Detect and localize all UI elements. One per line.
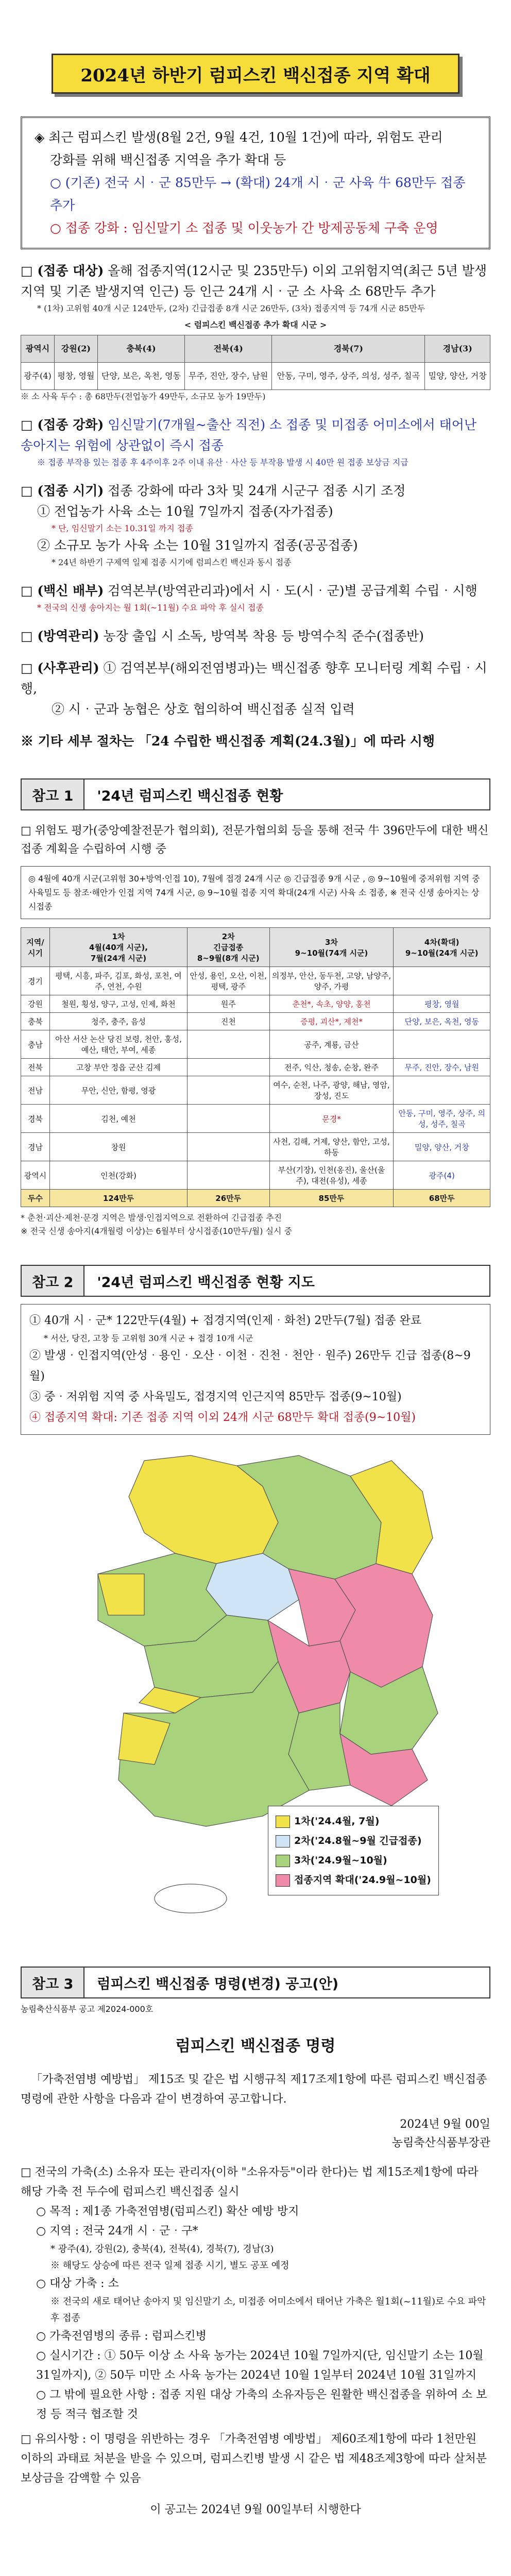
status-table-total-cell: 68만두	[394, 1190, 490, 1207]
list-item: ① 40개 시‧군* 122만두(4월) + 접경지역(인제‧화천) 2만두(7월) 접종 완료	[29, 1314, 422, 1327]
status-table-cell: 의정부, 안산, 동두천, 고양, 남양주, 양주, 가평	[269, 967, 394, 995]
status-table-cell: 창원	[50, 1133, 188, 1161]
status-table-cell: 강원	[21, 995, 50, 1013]
summary-box	[21, 116, 490, 249]
target-table-header: 광역시	[21, 335, 55, 363]
status-table-cell: 여수, 순천, 나주, 광양, 해남, 영암, 장성, 진도	[269, 1076, 394, 1105]
legend-item	[276, 1811, 431, 1831]
status-table-cell: 광주(4)	[394, 1161, 490, 1190]
status-table-total-cell: 26만두	[187, 1190, 269, 1207]
status-table-cell	[187, 1030, 269, 1059]
section-followup: □ (사후관리) ① 검역본부(해외전염병과)는 백신접종 향후 모니터링 계획 수립‧시행, ② 시‧군과 농협은 상호 협의하여 백신접종 실적 입력	[21, 660, 487, 717]
status-table-header: 2차 긴급접종 8~9월(8개 시군)	[187, 928, 269, 967]
status-table-cell	[394, 967, 490, 995]
target-table-cell: 안동, 구미, 영주, 상주, 의성, 성주, 칠곡	[272, 363, 425, 390]
legend-item	[276, 1870, 431, 1890]
order-title: 럼피스킨 백신접종 명령	[175, 2037, 336, 2055]
status-table-cell: 광역시	[21, 1161, 50, 1190]
status-table-cell: 청주, 충주, 음성	[50, 1013, 188, 1030]
status-table-cell: 충북	[21, 1013, 50, 1030]
status-table-cell	[187, 1059, 269, 1076]
status-table-cell: 평택, 시흥, 파주, 김포, 화성, 포천, 여주, 연천, 수원	[50, 967, 188, 995]
legend-label: 접종지역 확대('24.9월~10월)	[294, 1874, 431, 1886]
ref1-box: ◎ 4월에 40개 시군(고위험 30+방역‧인접 10), 7월에 접경 24개 시군 ◎ 긴급접종 9개 시군 , ◎ 9~10월에 중저위험 지역 중 사육밀도 등 참조‧해안가 인접 지역 74개 시군, ◎ 9~10월 접종 지역 확대(24개 시군) 사육 소 접종, ※ 전국 신생 송아지는 상시접종	[21, 866, 490, 919]
legend-label: 3차('24.9월~10월)	[294, 1855, 387, 1866]
status-table-cell: 무안, 신안, 함평, 영광	[50, 1076, 188, 1105]
status-table-cell	[187, 1133, 269, 1161]
table-row	[21, 995, 490, 1013]
summary-line-1: ◈ 최근 럼피스킨 발생(8월 2건, 9월 4건, 10월 1건)에 따라, 위험도 관리	[35, 130, 443, 145]
map-legend	[268, 1806, 439, 1895]
target-table-cell: 밀양, 양산, 거창	[425, 363, 490, 390]
table-row	[21, 1105, 490, 1133]
legend-item	[276, 1851, 431, 1870]
status-table-cell: 사천, 김해, 거제, 양산, 함안, 고성, 하동	[269, 1133, 394, 1161]
ref1-intro: □ 위험도 평가(중앙예찰전문가 협의회), 전문가협의회 등을 통해 전국 牛 396만두에 대한 백신접종 계획을 수립하여 시행 중	[21, 824, 489, 856]
legend-swatch	[276, 1874, 290, 1887]
table-row	[21, 1013, 490, 1030]
table-row	[21, 1161, 490, 1190]
status-table-cell	[187, 1161, 269, 1190]
section-distribution: □ (백신 배부) 검역본부(방역관리과)에서 시‧도(시‧군)별 공급계획 수립‧시행 * 전국의 신생 송아지는 월 1회(~11월) 수요 파악 후 실시 접종	[21, 583, 478, 613]
status-table-cell: 증평, 괴산*, 제천*	[269, 1013, 394, 1030]
status-table-cell	[394, 1076, 490, 1105]
ref1-foot2: ※ 전국 신생 송아지(4개월령 이상)는 6월부터 상시접종(10만두/월) 실시 중	[21, 1226, 293, 1236]
ref3-header: 참고 3 럼피스킨 백신접종 명령(변경) 공고(안)	[21, 1967, 490, 1998]
status-table-cell: 춘천*, 속초, 양양, 홍천	[269, 995, 394, 1013]
legend-item	[276, 1831, 431, 1851]
status-table-header: 지역/시기	[21, 928, 50, 967]
status-table-total-cell: 85만두	[269, 1190, 394, 1207]
ref2-header: 참고 2 '24년 럼피스킨 백신접종 현황 지도	[21, 1265, 490, 1297]
list-item: * 서산, 당진, 고창 등 고위험 30개 시군 + 접경 10개 시군	[44, 1333, 253, 1343]
status-table-cell: 아산 서산 논산 당진 보령, 천안, 홍성, 예산, 태안, 부여, 세종	[50, 1030, 188, 1059]
status-table-cell: 밀양, 양산, 거창	[394, 1133, 490, 1161]
order-date: 2024년 9월 00일 농림축산식품부장관	[391, 2118, 490, 2149]
status-table-cell: 인천(강화)	[50, 1161, 188, 1190]
status-table-header: 3차 9~10월(74개 시군)	[269, 928, 394, 967]
table-row	[21, 1059, 490, 1076]
status-table-total-cell: 두수	[21, 1190, 50, 1207]
status-table-total-cell: 124만두	[50, 1190, 188, 1207]
summary-line-4: ○ 접종 강화 : 임신말기 소 접종 및 이웃농가 간 방제공동체 구축 운영	[50, 221, 438, 235]
target-table-caption: < 럼피스킨 백신접종 추가 확대 시군 >	[184, 320, 327, 330]
table-row	[21, 1030, 490, 1059]
table-row-total	[21, 1190, 490, 1207]
target-table-cell: 단양, 보은, 옥천, 영동	[97, 363, 184, 390]
status-table-header: 1차 4월(40개 시군), 7월(24개 시군)	[50, 928, 188, 967]
order-footer: 이 공고는 2024년 9월 00일부터 시행한다	[150, 2503, 361, 2516]
status-table-cell: 평창, 영월	[394, 995, 490, 1013]
target-table-header: 경남(3)	[425, 335, 490, 363]
status-table-cell: 고창 부안 정읍 군산 김제	[50, 1059, 188, 1076]
list-item: ③ 중‧저위험 지역 중 사육밀도, 접경지역 인근지역 85만두 접종(9~10월)	[29, 1391, 402, 1403]
order-intro: 「가축전염병 예방법」 제15조 및 같은 법 시행규칙 제17조제1항에 따른 럼피스킨 백신접종 명령에 관한 사항을 다음과 같이 변경하여 공고합니다.	[21, 2073, 487, 2106]
ref1-foot1: * 춘천‧괴산‧제천‧문경 지역은 발생‧인접지역으로 전환하여 긴급접종 추진	[21, 1213, 282, 1223]
status-table-cell	[187, 1105, 269, 1133]
korea-vaccination-map	[21, 1445, 490, 1940]
target-table-header: 강원(2)	[54, 335, 97, 363]
document-page	[0, 54, 511, 2576]
legend-label: 2차('24.8월~9월 긴급접종)	[294, 1835, 422, 1846]
section-strengthen: □ (접종 강화) 임신말기(7개월~출산 직전) 소 접종 및 미접종 어미소에서 태어난 송아지는 위험에 상관없이 즉시 접종 ※ 접종 부작용 있는 접종 후 4주이후 2주 이내 유산‧사산 등 부작용 발생 시 40만 원 접종 보상금 지급	[21, 417, 476, 467]
legend-label: 1차('24.4월, 7월)	[294, 1816, 380, 1827]
status-table-cell: 전북	[21, 1059, 50, 1076]
status-table-cell: 안동, 구미, 영주, 상주, 의성, 성주, 칠곡	[394, 1105, 490, 1133]
target-table-cell: 무주, 진안, 장수, 남원	[185, 363, 272, 390]
target-table-note: ※ 소 사육 두수 : 총 68만두(전업농가 49만두, 소규모 농가 19만두)	[21, 392, 266, 401]
status-table-cell: 전남	[21, 1076, 50, 1105]
summary-line-3: ○ (기존) 전국 시‧군 85만두 → (확대) 24개 시‧군 사육 牛 68만두 접종 추가	[50, 175, 466, 213]
status-table-cell: 단양, 보은, 옥천, 영동	[394, 1013, 490, 1030]
map-region-jeju	[155, 1884, 227, 1913]
status-table-header: 4차(확대) 9~10월(24개 시군)	[394, 928, 490, 967]
status-table-cell: 전주, 익산, 청송, 순창, 완주	[269, 1059, 394, 1076]
status-table-cell: 경북	[21, 1105, 50, 1133]
table-row	[21, 1076, 490, 1105]
table-row	[21, 967, 490, 995]
notice-number: 농림축산식품부 공고 제2024-000호	[21, 2004, 154, 2014]
target-table	[21, 335, 490, 390]
section-target-note: * (1차) 고위험 40개 시군 124만두, (2차) 긴급접종 8개 시군 26만두, (3차) 접종지역 등 74개 시군 85만두	[37, 303, 425, 313]
status-table-cell: 충남	[21, 1030, 50, 1059]
status-table-cell: 철원, 횡성, 양구, 고성, 인제, 화천	[50, 995, 188, 1013]
status-table-cell: 원주	[187, 995, 269, 1013]
target-table-cell: 광주(4)	[21, 363, 55, 390]
order-body: □ 전국의 가축(소) 소유자 또는 관리자(이하 "소유자등"이라 한다)는 법 제15조제1항에 따라 해당 가축 전 두수에 럼피스킨 백신접종 실시 ○ 목적 : 제1종 가축전염병(럼피스킨) 확산 예방 방지 ○ 지역 : 전국 24개 시‧군‧구* * 광주(4), 강원(2), 충북(4), 전북(4), 경북(7), 경남(3) ※ 해당도 상승에 따른 전국 일제 접종 시기, 별도 공포 예정 ○ 대상 가축 : 소 ※ 전국의 새로 태어난 송아지 및 임신말기 소, 미접종 어미소에서 태어난 가축은 월1회(~11월)로 수요 파악 후 접종 ○ 가축전염병의 종류 : 럼피스킨병 ○ 실시기간 : ① 50두 이상 소 사육 농가는 2024년 10월 7일까지(단, 임신말기 소는 10월 31일까지), ② 50두 미만 소 사육 농가는 2024년 10월 1일부터 2024년 10월 31일까지 ○ 그 밖에 필요한 사항 : 접종 지원 대상 가축의 소유자등은 원활한 백신접종을 위하여 소 보정 등 적극 협조할 것 □ 유의사항 : 이 명령을 위반하는 경우 「가축전염병 예방법」 제60조제1항에 따라 1천만원 이하의 과태료 처분을 받을 수 있으며, 럼피스킨병 발생 시 같은 법 제48조제3항에 따라 살처분 보상금을 감액할 수 있음	[21, 2166, 487, 2485]
target-table-cell: 평창, 영월	[54, 363, 97, 390]
page-title: 2024년 하반기 럼피스킨 백신접종 지역 확대	[52, 54, 459, 94]
legend-swatch	[276, 1855, 290, 1867]
status-table-cell: 부산(기장), 인천(옹진), 울산(울주), 대전(유성), 세종	[269, 1161, 394, 1190]
legend-swatch	[276, 1835, 290, 1848]
status-table-cell: 공주, 계룡, 금산	[269, 1030, 394, 1059]
section-target: □ (접종 대상) 올해 접종지역(12시군 및 235만두) 이외 고위험지역(최근 5년 발생지역 및 기존 발생지역 인근) 등 인근 24개 시‧군 소 사육 소 68만두 추가 * (1차) 고위험 40개 시군 124만두, (2차) 긴급접종 8개 시군 26만두, (3차) 접종지역 등 74개 시군 85만두 < 럼피스킨 백신접종 추가 확대 시군 > 광역시 강원(2) 충북(4) 전북(4) 경북(7) 경남(3) 광주(4) 평창, 영월 단양, 보은, 옥천, 영동 무주, 진안, 장수, 남원 안동, 구미, 영주, 상주, 의성, 성주, 칠곡 밀양, 양산, 거창 ※ 소 사육 두수 : 총 68만두(전업농가 49만두, 소규모 농가 19만두)	[21, 261, 490, 403]
list-item: ② 발생‧인접지역(안성‧용인‧오산‧이천‧진천‧천안‧원주) 26만두 긴급 접종(8~9월)	[29, 1349, 471, 1383]
target-table-header: 충북(4)	[97, 335, 184, 363]
list-item: ④ 접종지역 확대: 기존 접종 지역 이외 24개 시군 68만두 확대 접종(9~10월)	[29, 1411, 416, 1424]
status-table-cell: 진천	[187, 1013, 269, 1030]
status-table-cell: 안성, 용인, 오산, 이천, 평택, 광주	[187, 967, 269, 995]
vaccination-status-table	[21, 927, 490, 1207]
ref2-list	[21, 1304, 490, 1435]
status-table-cell: 무주, 진안, 장수, 남원	[394, 1059, 490, 1076]
target-table-header: 전북(4)	[185, 335, 272, 363]
status-table-cell: 경남	[21, 1133, 50, 1161]
section-timing: □ (접종 시기) 접종 강화에 따라 3차 및 24개 시군구 접종 시기 조정 ① 전업농가 사육 소는 10월 7일까지 접종(자가접종) * 단, 임신말기 소는 10.31일 까지 접종 ② 소규모 농가 사육 소는 10월 31일까지 접종(공공접종) * 24년 하반기 구제역 일제 접종 시기에 럼피스킨 백신과 동시 접종	[21, 483, 406, 567]
summary-line-2: 강화를 위해 백신접종 지역을 추가 확대 등	[50, 152, 286, 167]
ref1-header: 참고 1 '24년 럼피스킨 백신접종 현황	[21, 778, 490, 810]
status-table-cell: 경기	[21, 967, 50, 995]
legend-swatch	[276, 1816, 290, 1828]
target-table-header: 경북(7)	[272, 335, 425, 363]
section-other: ※ 기타 세부 절차는 「24 수립한 백신접종 계획(24.3월)」에 따라 시행	[21, 734, 435, 749]
status-table-cell: 김천, 예천	[50, 1105, 188, 1133]
status-table-cell: 문경*	[269, 1105, 394, 1133]
section-quarantine: □ (방역관리) 농장 출입 시 소독, 방역복 착용 등 방역수칙 준수(접종반)	[21, 629, 424, 643]
status-table-cell	[394, 1030, 490, 1059]
status-table-cell	[187, 1076, 269, 1105]
table-row	[21, 1133, 490, 1161]
